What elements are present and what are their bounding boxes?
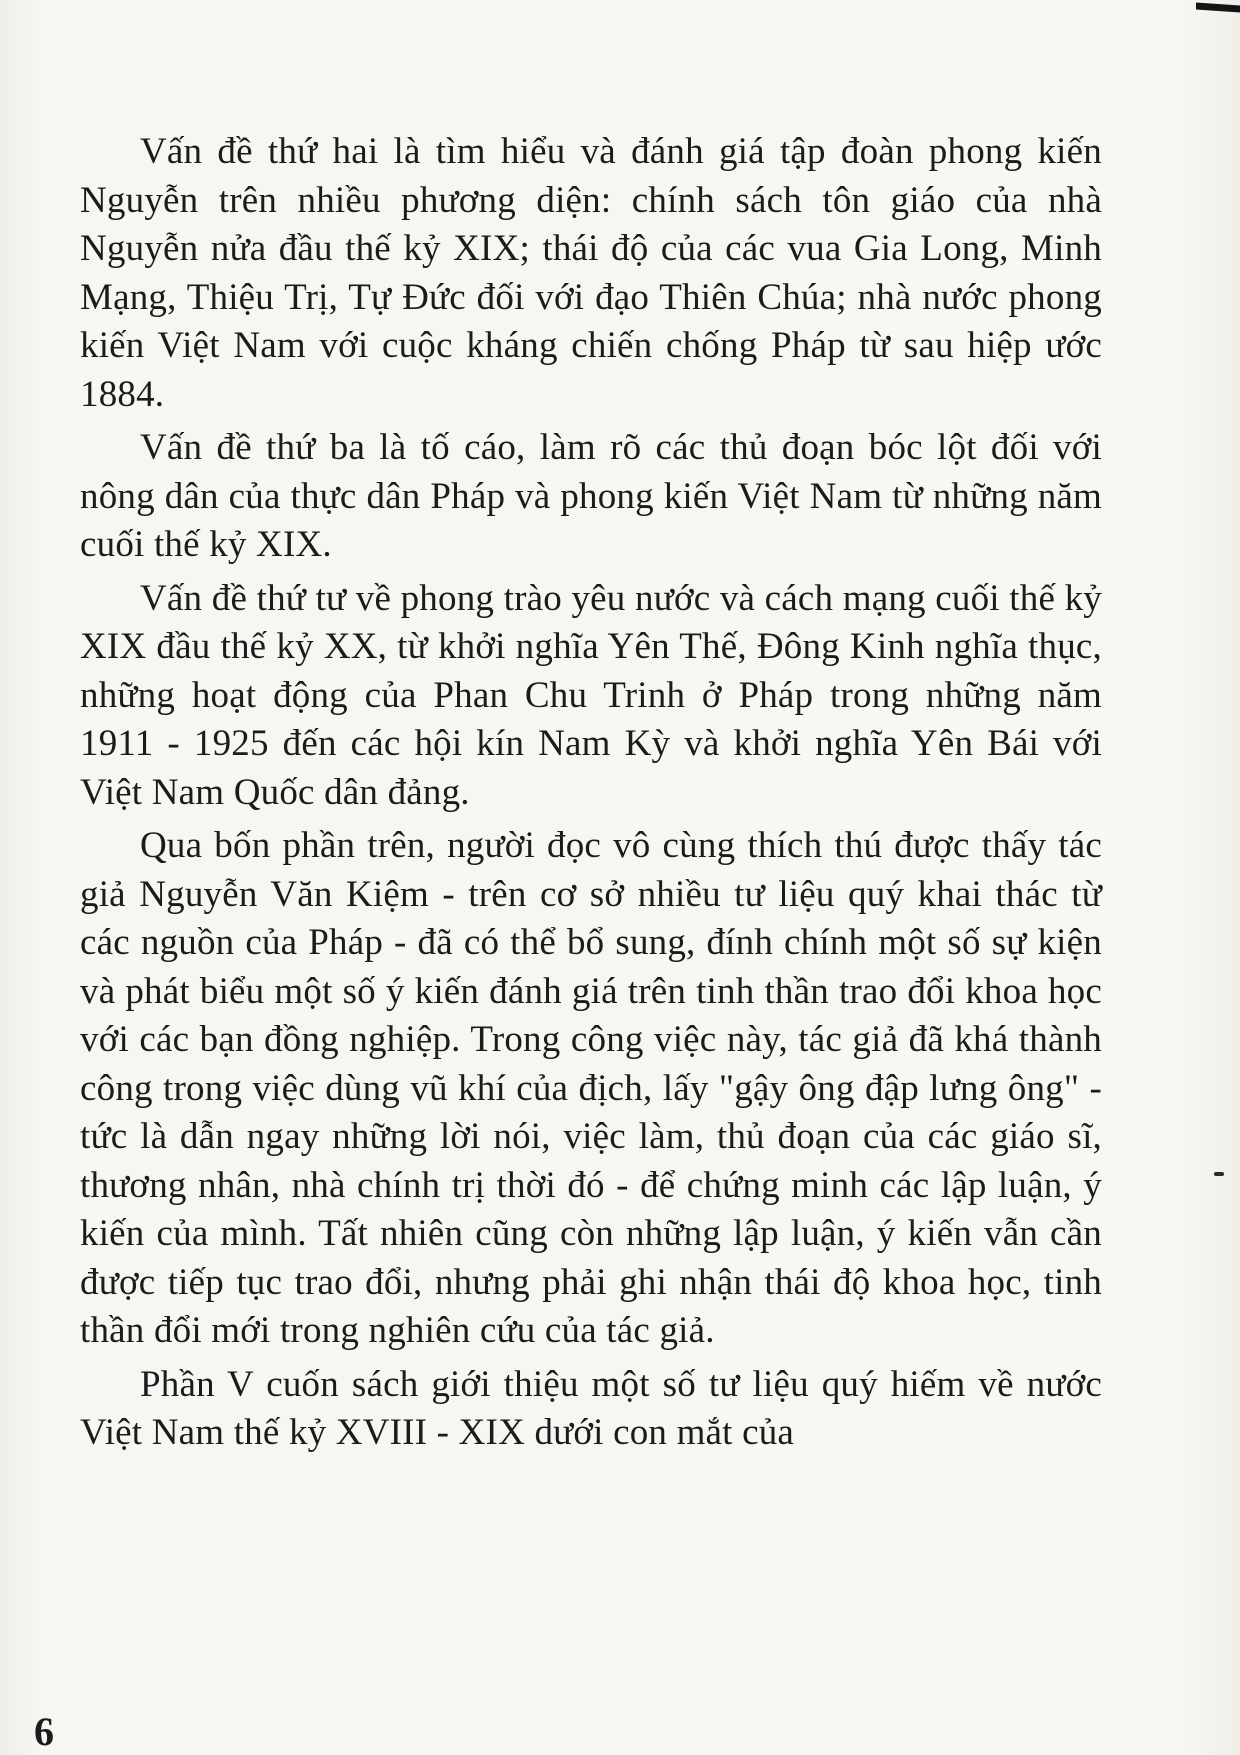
paragraph-3: Vấn đề thứ tư về phong trào yêu nước và cách mạng cuối thế kỷ XIX đầu thế kỷ XX, từ khởi nghĩa Yên Thế, Đông Kinh nghĩa thục, những hoạt động của Phan Chu Trinh ở Pháp trong những năm 1911 - 1925 đến các hội kín Nam Kỳ và khởi nghĩa Yên Bái với Việt Nam Quốc dân đảng. [80,577,1102,813]
paragraph-4: Qua bốn phần trên, người đọc vô cùng thích thú được thấy tác giả Nguyễn Văn Kiệm - trên cơ sở nhiều tư liệu quý khai thác từ các nguồn của Pháp - đã có thể bổ sung, đính chính một số sự kiện và phát biểu một số ý kiến đánh giá trên tinh thần trao đổi khoa học với các bạn đồng nghiệp. Trong công việc này, tác giả đã khá thành công trong việc dùng vũ khí của địch, lấy "gậy ông đập lưng ông" - tức là dẫn ngay những lời nói, việc làm, thủ đoạn của các giáo sĩ, thương nhân, nhà chính trị thời đó - để chứng minh các lập luận, ý kiến của mình. Tất nhiên cũng còn những lập luận, ý kiến vẫn cần được tiếp tục trao đổi, nhưng phải ghi nhận thái độ khoa học, tinh thần đổi mới trong nghiên cứu của tác giả. [80,825,1102,1351]
page-number: 6 [34,1709,54,1754]
scan-edge-mark [1196,2,1240,12]
body-text [80,128,1102,1458]
paragraph-2: Vấn đề thứ ba là tố cáo, làm rõ các thủ đoạn bóc lột đối với nông dân của thực dân Pháp và phong kiến Việt Nam từ những năm cuối thế kỷ XIX. [80,427,1102,565]
paragraph-5: Phần V cuốn sách giới thiệu một số tư liệu quý hiếm về nước Việt Nam thế kỷ XVIII - XIX dưới con mắt của [80,1363,1102,1453]
paragraph-1: Vấn đề thứ hai là tìm hiểu và đánh giá tập đoàn phong kiến Nguyễn trên nhiều phương diện: chính sách tôn giáo của nhà Nguyễn nửa đầu thế kỷ XIX; thái độ của các vua Gia Long, Minh Mạng, Thiệu Trị, Tự Đức đối với đạo Thiên Chúa; nhà nước phong kiến Việt Nam với cuộc kháng chiến chống Pháp từ sau hiệp ước 1884. [80,131,1102,415]
scan-speck [1214,1172,1224,1176]
